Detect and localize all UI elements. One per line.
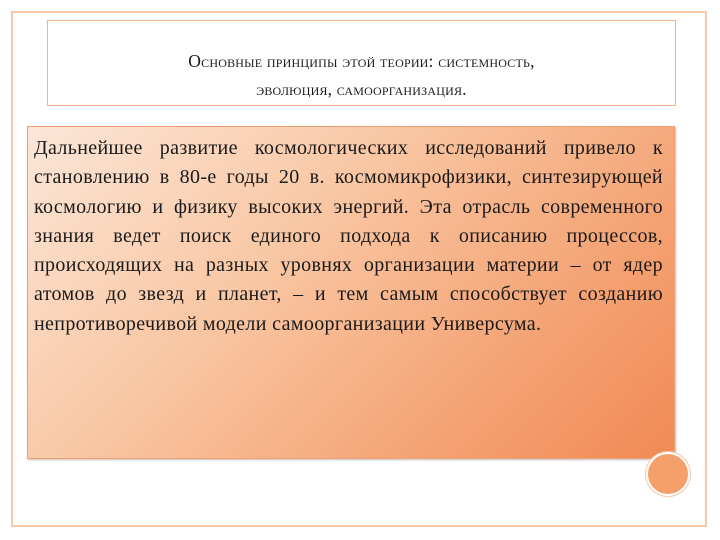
slide-title-line-2: эволюция, самоорганизация. [256,79,467,99]
slide-content-box [27,126,675,459]
slide-title-line-1: Основные принципы этой теории: системность, [188,51,535,71]
decorative-circle-icon [646,452,690,496]
slide-title-box [47,20,676,106]
slide-body-text: Дальнейшее развитие космологических исследований привело к становлению в 80-е годы 20 в. космомикрофизики, синтезирующей космологию и физику высоких энергий. Эта отрасль современного знания ведет поиск единого подхода к описанию процессов, происходящих на разных уровнях организации материи – от ядер атомов до звезд и планет, – и тем самым способствует созданию непротиворечивой модели самоорганизации Универсума. [34,137,663,335]
